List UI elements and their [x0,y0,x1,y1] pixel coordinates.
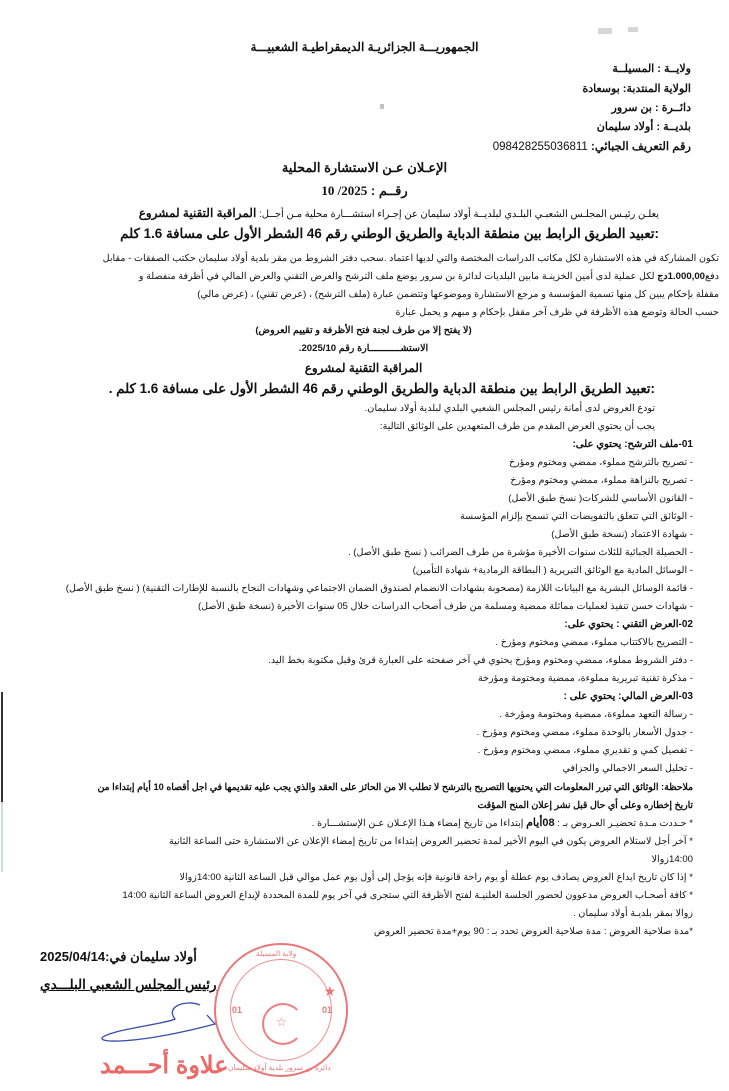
note-line-2: تاريخ إخطاره وعلى أي حال قبل نشر إعلان المنح المؤقت [477,800,693,810]
daira-label: دائــرة : بن سرور [611,102,691,114]
condition-5: *مدة صلاحية العروض : مدة صلاحية العروض تحدد بـ : 90 يوم+مدة تحضير العروض [373,926,693,937]
tax-id-label: رقم التعريف الجبائي: [591,141,691,153]
list-item: - شهادة الاعتماد (نسخة طبق الأصل) [551,529,693,540]
list-item: - مذكرة تقنية تبريرية مملوءة، ممضية ومختومة ومؤرخة [477,673,693,684]
notice-number [0,183,729,199]
deposit-line-2: يجب أن يحتوي العرض المقدم من طرف المتعهدين على الوثائق التالية: [379,421,655,432]
reference-subject: المراقبة التقنية لمشروع [304,361,423,375]
envelope-note: (لا يفتح إلا من طرف لجنة فتح الأظرفة و تقييم العروض) [255,325,472,336]
notice-title: الإعـلان عـن الاستشارة المحلية [281,160,448,175]
scan-artifact [628,27,638,32]
number-label: رقــم : [370,183,408,198]
list-item: - قائمة الوسائل البشرية مع البيانات اللازمة (مصحوبة بشهادات الانضمام لصندوق الضمان الاجتماعي وشهادات النجاح بالنسبة للإطارات التقنية) ( نسخ طبق الأصل) [65,583,693,594]
stamp-top-text: ولاية المسيلة [256,949,297,958]
condition-2-line-2: 14:00زوالا [651,854,693,865]
stamp-number-left: 01 [232,1005,243,1015]
list-item: - الوثائق التي تتعلق بالتفويضات التي تسمح بإلزام المؤسسة [459,511,693,522]
intro-subject: المراقبة التقنية لمشروع [138,206,257,220]
tax-id [493,139,691,153]
list-item: - جدول الأسعار بالوحدة مملوء، ممضي ومختوم ومؤرخ . [476,727,693,738]
list-item: - دفتر الشروط مملوء، ممضي ومختوم ومؤرخ يحتوي في آخر صفحته على العبارة قرئ وقبل مكتوبة بخط اليد. [268,655,693,666]
fee-amount: 1.000,00دج [657,271,706,282]
page-border-line [1,692,3,802]
condition-1-end: إبتداءا من تاريخ إمضاء هـذا الإعـلان عـن الإستشـــارة . [311,818,524,829]
intro-text: يعلـن رئيـس المجلـس الشعبـي البلـدي لبلديــة أولاد سليمان عن إجـراء استشـــارة محلية مـن أجــل: [259,209,659,220]
condition-2-line-1: * آخر أجل لاستلام العروض يكون في اليوم الأخير لمدة تحضير العروض إبتداءا من تاريخ إمضاء الإعلان عن الاستشارة حتى الساعة الثانية [168,836,693,847]
place-date: أولاد سليمان في:2025/04/14 [40,949,197,964]
paragraph-line-2 [8,268,719,286]
number-value: 10 /2025 [321,183,368,198]
paragraph-line-4: حسب الحالة وتوضع هذه الأظرفة في ظرف آخر مقفل بإحكام و مبهم و يحمل عبارة [395,307,719,318]
official-stamp [214,943,348,1077]
section-01-title: 01-ملف الترشح: يحتوي على: [572,439,693,450]
notice-body [8,250,719,1091]
signatory-name-stamp: علاوة أحـــمد [100,1052,229,1079]
condition-4-line-2: زوالا بمقر بلديـة أولاد سليمان . [573,908,693,919]
reference-project: :تعبيد الطريق الرابط بين منطقة الدباية والطريق الوطني رقم 46 الشطر الأول على مسافة 1.6 كلم . [108,381,655,396]
consultation-reference: الاستشـــــــــــارة رقم 2025/10. [298,343,429,354]
project-title: :تعبيد الطريق الرابط بين منطقة الدباية والطريق الوطني رقم 46 الشطر الأول على مسافة 1.6 كلم [120,226,659,241]
paragraph-line-3: مقفلة بإحكام يبين كل منها تسمية المؤسسة و مرجع الاستشارة وموضوعها وتتضمن عبارة (ملف الترشح) ، (عرض تقني) ، (عرض مالي) [197,289,719,300]
condition-1 [8,814,719,833]
list-item: - رسالة التعهد مملوءة، ممضية ومختومة ومؤرخة . [499,709,693,720]
list-item: - الحصيلة الجبائية للثلاث سنوات الأخيرة مؤشرة من طرف الضرائب ( نسخ طبق الأصل) . [347,547,693,558]
star-icon: ☆ [276,1015,287,1029]
wilaya-label: ولايــة : المسيلــة [612,63,691,75]
list-item: - تصريح بالنزاهة مملوء، ممضي ومختوم ومؤرخ [510,475,693,486]
list-item: - القانون الأساسي للشركات( نسخ طبق الأصل) [508,493,693,504]
list-item: - التصريح بالاكتتاب مملوء، ممضي ومختوم ومؤرخ . [495,637,693,648]
intro-line [139,206,659,220]
scan-artifact [380,104,384,109]
stamp-bottom-text: دائرة بن سرور بلدية أولاد سليمان [228,1063,331,1072]
list-item: - تفصيل كمي و تقديري مملوء، ممضي ومختوم ومؤرخ . [477,745,693,756]
list-item: - شهادات حسن تنفيذ لعمليات مماثلة ممضية ومسلمة من طرف أصحاب الدراسات خلال 05 سنوات الأخيرة (نسخة طبق الأصل) [197,601,693,612]
deposit-line-1: تودع العروض لدى أمانة رئيس المجلس الشعبي البلدي لبلدية أولاد سليمان. [364,403,655,414]
prep-days: 08أيام [526,817,555,829]
note-line-1: ملاحظة: الوثائق التي تبرر المعلومات التي يحتويها التصريح بالترشح لا تطلب الا من الحائز على العقد والذي يجب عليه تقديمها في اجل أقصاه 10 أيام إبتداءا من [97,782,693,792]
section-03-title: 03-العرض المالي: يحتوي على : [563,691,693,702]
list-item: - الوسائل المادية مع الوثائق التبريرية ( البطاقة الرمادية+ شهادة التأمين) [412,565,693,576]
page-border-line [1,802,3,872]
condition-4-line-1: * كافة أصحـاب العروض مدعوون لحضور الجلسة العلنيـة لفتح الأظرفة التي ستجرى في آخر يوم للمدة المحددة لإيداع العروض الساعة الثانية 14:00 [122,890,693,901]
condition-3: * إذا كان تاريخ ايداع العروض يصادف يوم عطلة أو يوم راحة قانونية فإنه يؤجل إلى أول يوم عمل موالي قبل الساعة الثانية 14:00زوالا [179,872,693,883]
republic-heading: الجمهوريـــة الجزائريـة الديمقراطيـة الشعبيـــة [250,40,479,54]
paragraph-line-2-end: لكل عملية لدى أمين الخزينـة مابين البلديات لدائرة بن سرور يوضع ملف الترشح والعرض التقني والعرض المالي في أظرفة منفصلة و [138,271,655,282]
tax-id-value: 098428255036811 [492,141,588,153]
signature-block [8,941,719,1091]
star-icon: ★ [323,983,336,999]
condition-1-start: * حـددت مـدة تحضيـر العـروض بـ : [557,818,693,829]
paragraph-line-1: تكون المشاركة في هذه الاستشارة لكل مكاتب الدراسات المختصة والتي لديها اعتماد .سحب دفتر الشروط من مقر بلدية أولاد سليمان حكتب الصفقات - مقابل [102,253,719,264]
paragraph-line-2-start: دفع [705,271,719,282]
list-item: - تحليل السعر الاجمالي والجزافي [562,763,693,774]
signatory-role: رئيس المجلس الشعبي البلـــدي [40,977,217,992]
delegated-wilaya-label: الولاية المنتدبة: بوسعادة [582,83,691,95]
scan-artifact [598,28,612,34]
list-item: - تصريح بالترشح مملوء، ممضي ومختوم ومؤرخ [508,457,693,468]
section-02-title: 02-العرض التقني : يحتوي على: [564,619,693,630]
commune-label: بلديــة : أولاد سليمان [596,121,691,133]
stamp-number-right: 01 [321,1005,332,1015]
